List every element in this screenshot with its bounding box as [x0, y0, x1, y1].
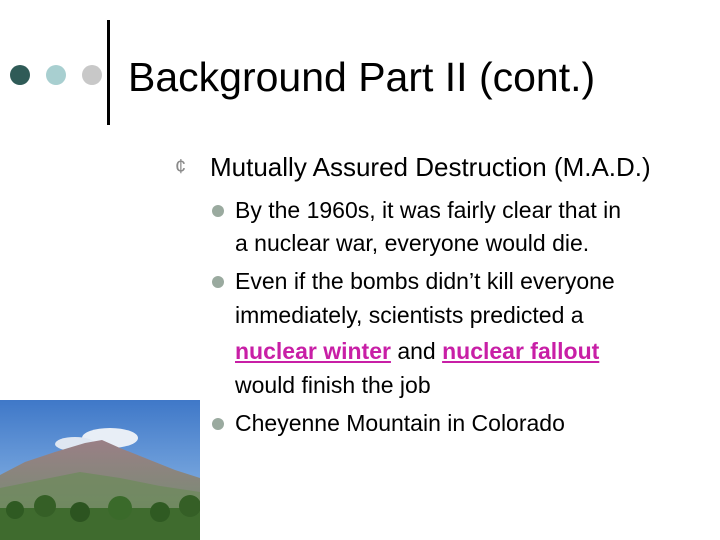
title-decoration-dots: [10, 65, 105, 85]
sub-bullet-2-line-1: Even if the bombs didn’t kill everyone: [235, 268, 615, 294]
sub-bullet-3-line-1: Cheyenne Mountain in Colorado: [235, 410, 565, 436]
and-text: and: [390, 338, 443, 364]
sub-bullet-1-line-2: a nuclear war, everyone would die.: [235, 230, 590, 256]
bullet-dot-icon: [212, 205, 224, 217]
hollow-circle-bullet-icon: ¢: [175, 156, 187, 178]
sub-bullet-1-line-1: By the 1960s, it was fairly clear that in: [235, 197, 622, 223]
nuclear-fallout-link[interactable]: nuclear fallout: [442, 338, 600, 364]
nuclear-winter-link[interactable]: nuclear winter: [235, 338, 391, 364]
sub-bullet-2-line-4: would finish the job: [235, 372, 431, 398]
dot-light-teal: [46, 65, 66, 85]
mountain-photo: [0, 400, 200, 540]
bullet-dot-icon: [212, 276, 224, 288]
main-bullet-text: Mutually Assured Destruction (M.A.D.): [210, 152, 651, 182]
dot-gray: [82, 65, 102, 85]
title-divider: [107, 20, 110, 125]
slide-title: Background Part II (cont.): [128, 54, 596, 100]
bullet-dot-icon: [212, 418, 224, 430]
sub-bullet-2-line-2: immediately, scientists predicted a: [235, 302, 584, 328]
sub-bullet-2-line-3: [235, 338, 599, 365]
dot-dark-teal: [10, 65, 30, 85]
